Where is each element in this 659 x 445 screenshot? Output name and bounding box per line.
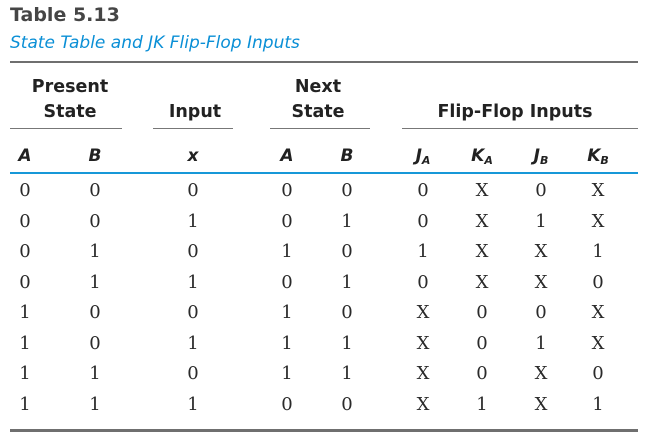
table-cell: X	[416, 302, 430, 323]
column-header-label: B	[88, 146, 102, 166]
column-header-label: K	[471, 146, 485, 166]
table-cell: X	[475, 210, 489, 232]
table-cell: X	[534, 241, 548, 262]
table-cell: 1	[417, 241, 429, 262]
table-cell: 0	[89, 302, 101, 323]
table-cell: 0	[592, 271, 604, 293]
table-cell: 0	[281, 180, 293, 201]
table-cell: 1	[476, 393, 488, 415]
table-cell: 1	[535, 332, 547, 354]
group-header-flip-flop-inputs: Flip-Flop Inputs	[437, 102, 593, 122]
column-header	[457, 146, 507, 167]
bottom-rule	[10, 429, 638, 432]
table-cell: X	[591, 180, 605, 201]
column-header-label: K	[587, 146, 601, 166]
top-rule	[10, 61, 638, 63]
table-cell: 1	[19, 393, 31, 415]
table-cell: 1	[187, 332, 199, 354]
table-cell: 0	[535, 180, 547, 201]
table-number: Table 5.13	[10, 4, 120, 26]
table-cell: X	[416, 363, 430, 384]
table-cell: 0	[89, 210, 101, 232]
table-cell: X	[591, 210, 605, 232]
table-cell: X	[416, 393, 430, 415]
table-cell: 1	[341, 271, 353, 293]
table-cell: 1	[535, 210, 547, 232]
table-cell: X	[416, 332, 430, 354]
column-header	[398, 146, 448, 167]
table-cell: 1	[19, 363, 31, 384]
column-header	[573, 146, 623, 167]
table-cell: 1	[341, 363, 353, 384]
flip-flop-inputs-underline	[402, 128, 638, 129]
column-header-label: J	[533, 146, 540, 166]
column-header-subscript: A	[484, 154, 493, 167]
column-header	[0, 146, 50, 166]
table-cell: 1	[187, 271, 199, 293]
group-header-next-state	[270, 75, 366, 125]
table-cell: 1	[89, 271, 101, 293]
table-cell: X	[475, 180, 489, 201]
table-cell: 0	[341, 302, 353, 323]
table-cell: 0	[417, 180, 429, 201]
table-cell: 1	[592, 241, 604, 262]
table-cell: 0	[341, 180, 353, 201]
column-header-subscript: B	[600, 154, 609, 167]
column-header	[168, 146, 218, 166]
column-header	[70, 146, 120, 166]
column-header-label: J	[415, 146, 422, 166]
table-cell: 1	[89, 363, 101, 384]
column-header	[262, 146, 312, 166]
table-cell: 0	[476, 302, 488, 323]
table-cell: 0	[476, 363, 488, 384]
table-cell: 1	[187, 210, 199, 232]
table-cell: X	[534, 363, 548, 384]
group-header-input: Input	[168, 102, 222, 122]
input-underline	[153, 128, 233, 129]
table-cell: 0	[281, 271, 293, 293]
table-cell: 1	[281, 241, 293, 262]
column-header-label: x	[187, 146, 199, 166]
table-cell: X	[534, 271, 548, 293]
table-cell: 0	[187, 180, 199, 201]
present-state-underline	[10, 128, 122, 129]
table-cell: 0	[19, 271, 31, 293]
table-cell: 0	[19, 241, 31, 262]
table-cell: 1	[89, 241, 101, 262]
column-header-label: A	[18, 146, 32, 166]
table-title: State Table and JK Flip-Flop Inputs	[10, 33, 300, 53]
next-state-underline	[270, 128, 370, 129]
table-cell: 1	[341, 332, 353, 354]
table-cell: X	[591, 332, 605, 354]
column-header	[516, 146, 566, 167]
table-cell: 1	[187, 393, 199, 415]
table-cell: X	[475, 241, 489, 262]
table-cell: 0	[187, 241, 199, 262]
table-cell: 1	[89, 393, 101, 415]
table-cell: 0	[187, 302, 199, 323]
table-cell: 0	[281, 393, 293, 415]
column-header-subscript: B	[539, 154, 549, 167]
column-header-label: A	[280, 146, 294, 166]
column-header-label: B	[340, 146, 354, 166]
table-cell: 1	[19, 332, 31, 354]
group-header-next-line1: Next	[294, 77, 342, 97]
table-cell: 0	[89, 332, 101, 354]
table-cell: X	[534, 393, 548, 415]
table-cell: 0	[417, 210, 429, 232]
table-cell: X	[475, 271, 489, 293]
table-cell: 0	[592, 363, 604, 384]
table-cell: 1	[281, 363, 293, 384]
table-cell: 0	[341, 241, 353, 262]
group-header-present-line2: State	[43, 102, 97, 122]
table-cell: 0	[89, 180, 101, 201]
table-cell: 1	[592, 393, 604, 415]
column-header-subscript: A	[421, 154, 431, 167]
table-cell: 1	[341, 210, 353, 232]
table-cell: 0	[476, 332, 488, 354]
table-cell: 1	[281, 302, 293, 323]
group-header-present-line1: Present	[31, 77, 109, 97]
table-cell: 0	[187, 363, 199, 384]
table-cell: 0	[341, 393, 353, 415]
table-cell: 0	[535, 302, 547, 323]
table-cell: 1	[281, 332, 293, 354]
table-cell: 0	[281, 210, 293, 232]
group-header-present-state	[22, 75, 118, 125]
group-header-next-line2: State	[291, 102, 345, 122]
header-rule	[10, 172, 638, 174]
table-cell: 0	[417, 271, 429, 293]
column-header	[322, 146, 372, 166]
table-cell: X	[591, 302, 605, 323]
table-cell: 1	[19, 302, 31, 323]
table-cell: 0	[19, 180, 31, 201]
table-cell: 0	[19, 210, 31, 232]
